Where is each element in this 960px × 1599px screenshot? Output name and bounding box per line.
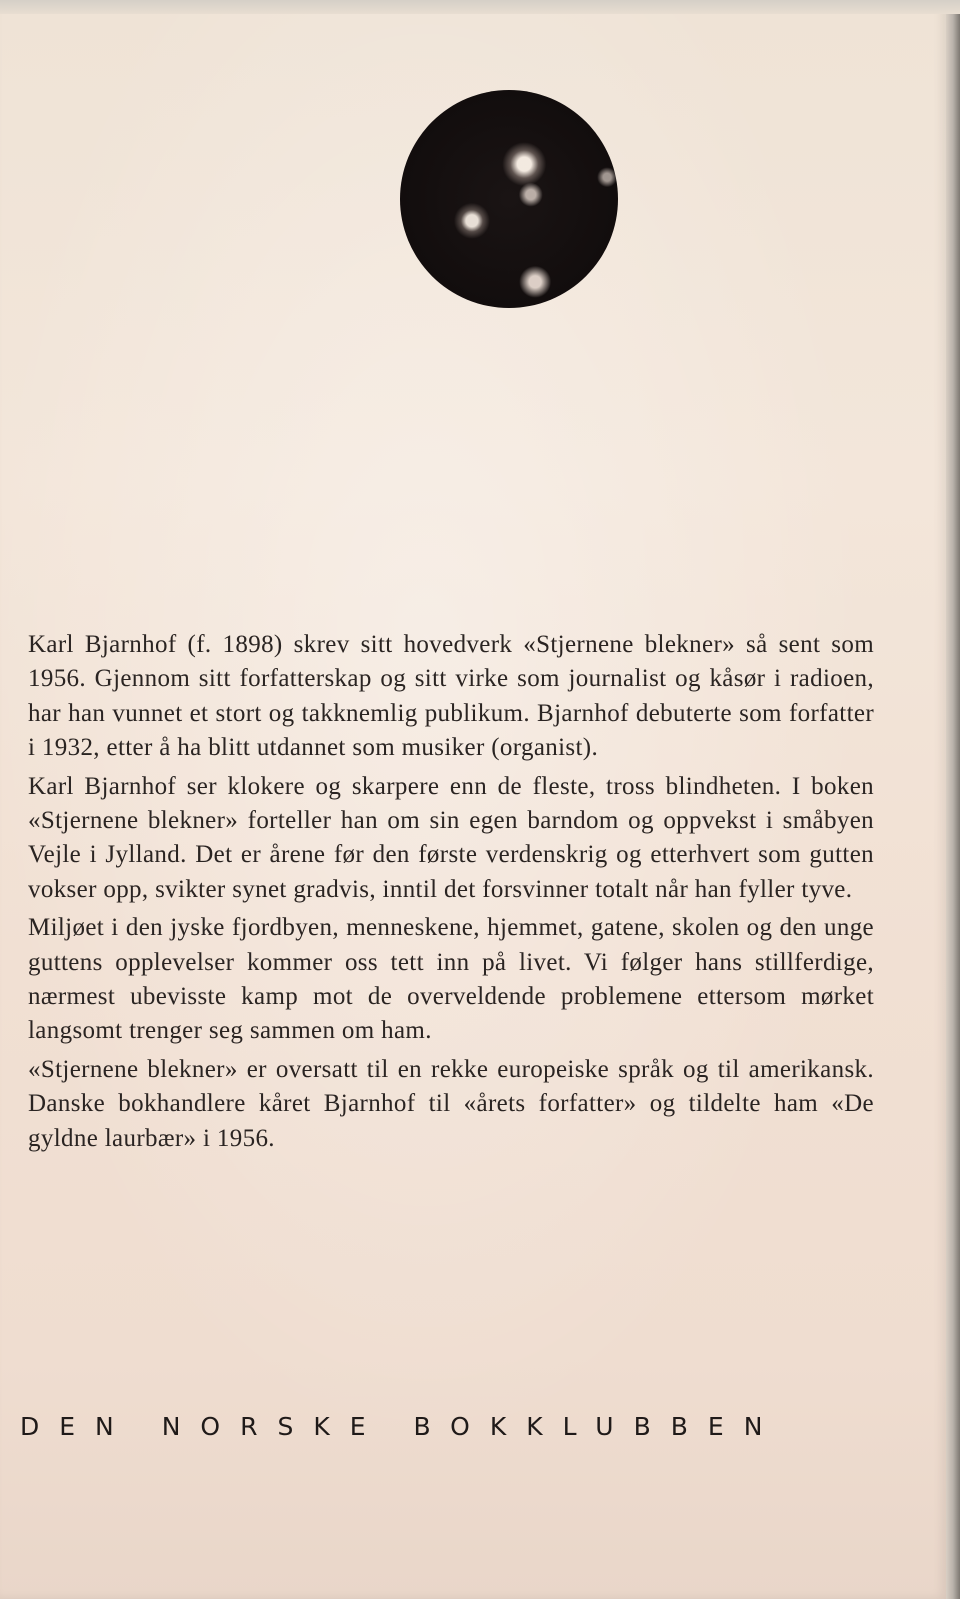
blurb-paragraph-2: Karl Bjarnhof ser klokere og skarpere enn de fleste, tross blindheten. I boken «Stjernene blekner» forteller han om sin egen barndom og oppvekst i småbyen Vejle i Jylland. Det er årene før den første verdenskrig og etterhvert som gutten vokser opp, svikter synet gradvis, inntil det forsvinner totalt når han fyller tyve.	[28, 772, 874, 903]
cover-edge-shadow	[946, 0, 960, 1599]
cover-top-edge	[0, 0, 960, 14]
dark-globe-illustration	[400, 90, 618, 308]
cover-blurb	[28, 628, 874, 1160]
blurb-paragraph-4: «Stjernene blekner» er oversatt til en rekke europeiske språk og til amerikansk. Danske bokhandlere kåret Bjarnhof til «årets forfatter» og tildelte ham «De gyldne laurbær» i 1956.	[28, 1055, 874, 1152]
blurb-paragraph-3: Miljøet i den jyske fjordbyen, menneskene, hjemmet, gatene, skolen og den unge guttens opplevelser kommer oss tett inn på livet. Vi følger hans stillferdige, nærmest ubevisste kamp mot de overveldende problemene ettersom mørket langsomt trenger seg sammen om ham.	[28, 914, 874, 1045]
blurb-paragraph-1: Karl Bjarnhof (f. 1898) skrev sitt hovedverk «Stjernene blekner» så sent som 1956. Gjennom sitt forfatterskap og sitt virke som journalist og kåsør i radioen, har han vunnet et stort og takknemlig publikum. Bjarnhof debuterte som forfatter i 1932, etter å ha blitt utdannet som musiker (organist).	[28, 631, 874, 762]
publisher-name: DEN NORSKE BOKKLUBBEN	[20, 1412, 783, 1441]
